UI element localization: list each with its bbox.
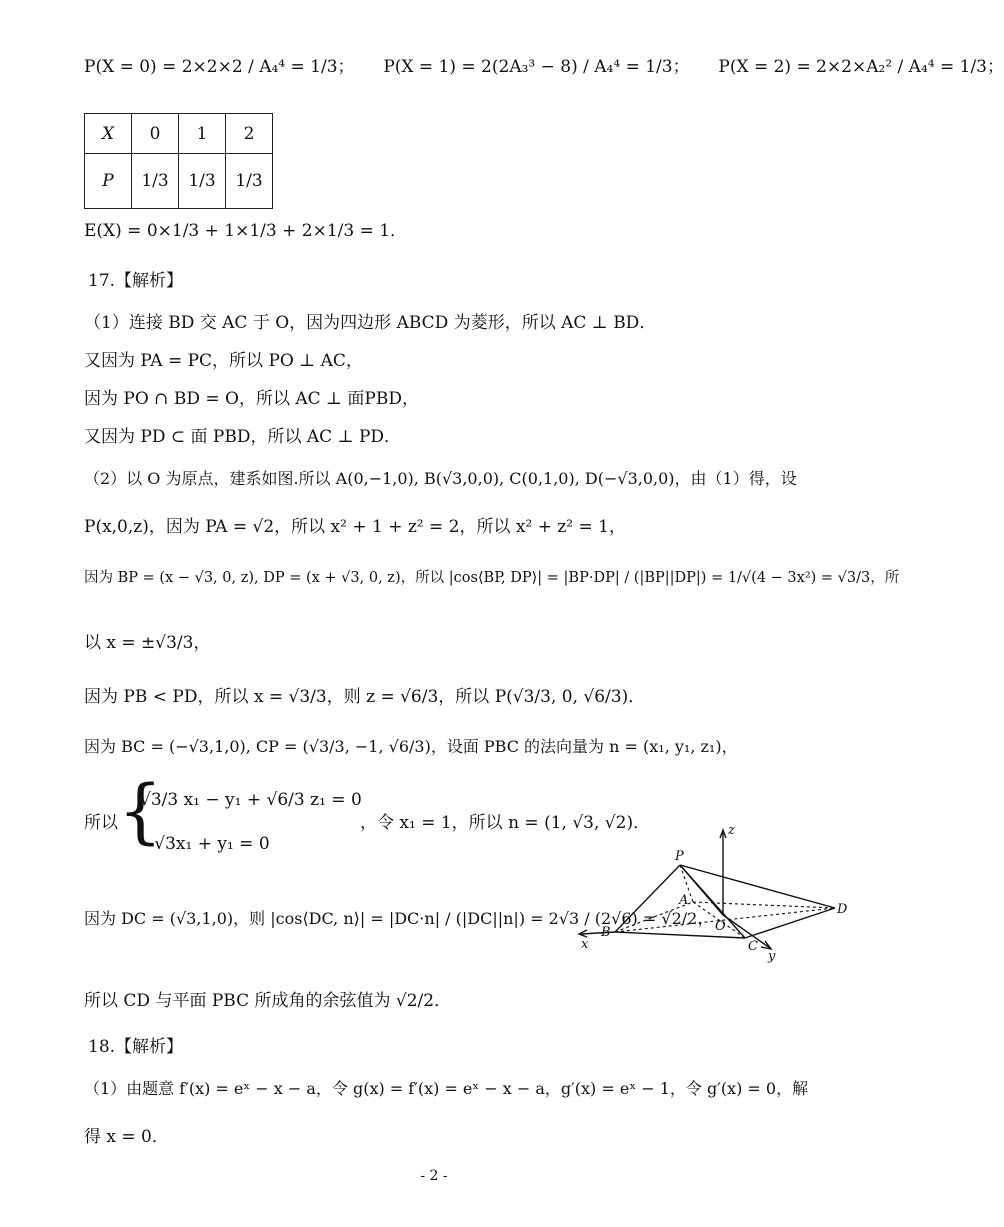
q17-part1-line4: 又因为 PD ⊂ 面 PBD，所以 AC ⊥ PD． bbox=[84, 427, 402, 447]
label-x: x bbox=[581, 937, 589, 952]
p-x2: P(X = 2) = 2×2×A₂² / A₄⁴ = 1/3； bbox=[718, 57, 1004, 77]
label-D: D bbox=[837, 902, 848, 917]
q17-part1-line1: （1）连接 BD 交 AC 于 O，因为四边形 ABCD 为菱形，所以 AC ⊥ BD． bbox=[84, 313, 657, 333]
table-header-cell: 2 bbox=[226, 114, 273, 154]
label-P: P bbox=[675, 849, 684, 864]
label-z: z bbox=[728, 823, 735, 838]
pyramid-figure bbox=[575, 820, 855, 970]
q18-part1-line2: 得 x = 0． bbox=[84, 1127, 169, 1147]
q17-part2-line6: 因为 BC = (−√3,1,0), CP = (√3/3, −1, √6/3)，设面 PBC 的法向量为 n = (x₁, y₁, z₁)， bbox=[84, 737, 738, 756]
table-header-cell: 1 bbox=[179, 114, 226, 154]
label-A: A bbox=[679, 893, 689, 908]
q17-part2-line5: 因为 PB < PD，所以 x = √3/3，则 z = √6/3，所以 P(√3/3, 0, √6/3)． bbox=[84, 687, 646, 707]
table-header-cell: 0 bbox=[132, 114, 179, 154]
q17-part2-line2: P(x,0,z)，因为 PA = √2，所以 x² + 1 + z² = 2，所以 x² + z² = 1， bbox=[84, 517, 626, 537]
system-suffix: ，令 x₁ = 1，所以 n = (1, √3, √2)． bbox=[360, 813, 651, 833]
table-cell: 1/3 bbox=[226, 154, 273, 209]
table-cell: 1/3 bbox=[132, 154, 179, 209]
page-number: - 2 - bbox=[420, 1168, 448, 1184]
p-x1: P(X = 1) = 2(2A₃³ − 8) / A₄⁴ = 1/3； bbox=[383, 57, 690, 77]
table-cell: P bbox=[85, 154, 132, 209]
system-eq2: −√3x₁ + y₁ = 0 bbox=[140, 834, 270, 854]
q18-part1-line1: （1）由题意 f′(x) = eˣ − x − a，令 g(x) = f′(x) = eˣ − x − a，g′(x) = eˣ − 1，令 g′(x) = 0，解 bbox=[84, 1079, 809, 1098]
expectation-line: E(X) = 0×1/3 + 1×1/3 + 2×1/3 = 1． bbox=[84, 221, 408, 241]
label-O: O bbox=[715, 919, 726, 934]
p-x0: P(X = 0) = 2×2×2 / A₄⁴ = 1/3； bbox=[84, 57, 355, 77]
q17-part2-line3: 因为 BP = (x − √3, 0, z), DP = (x + √3, 0, z)，所以 |cos⟨BP, DP⟩| = |BP·DP| / (|BP||DP|) = 1/√(4 − 3x²) = √3/3，所 bbox=[84, 570, 900, 586]
q17-heading: 17.【解析】 bbox=[88, 271, 184, 291]
q17-part1-line2: 又因为 PA = PC，所以 PO ⊥ AC， bbox=[84, 351, 363, 371]
probability-line bbox=[84, 52, 1004, 77]
q17-part2-line1: （2）以 O 为原点，建系如图.所以 A(0,−1,0), B(√3,0,0), C(0,1,0), D(−√3,0,0)，由（1）得，设 bbox=[84, 469, 797, 488]
q17-part2-line8: 因为 DC = (√3,1,0)，则 |cos⟨DC, n⟩| = |DC·n| / (|DC||n|) = 2√3 / (2√6) = √2/2， bbox=[84, 909, 714, 928]
table-cell: 1/3 bbox=[179, 154, 226, 209]
label-B: B bbox=[601, 925, 611, 940]
label-y: y bbox=[768, 949, 776, 964]
label-C: C bbox=[748, 939, 758, 954]
q17-part2-line4: 以 x = ±√3/3， bbox=[84, 633, 211, 653]
system-prefix: 所以 bbox=[84, 813, 118, 833]
system-eq1: √3/3 x₁ − y₁ + √6/3 z₁ = 0 bbox=[140, 790, 362, 810]
q17-part1-line3: 因为 PO ∩ BD = O，所以 AC ⊥ 面PBD， bbox=[84, 389, 419, 409]
system-brace: { bbox=[118, 770, 163, 852]
q17-part2-line9: 所以 CD 与平面 PBC 所成角的余弦值为 √2/2． bbox=[84, 991, 452, 1011]
q18-heading: 18.【解析】 bbox=[88, 1037, 184, 1057]
distribution-table bbox=[84, 113, 273, 209]
table-header-cell: X bbox=[85, 114, 132, 154]
